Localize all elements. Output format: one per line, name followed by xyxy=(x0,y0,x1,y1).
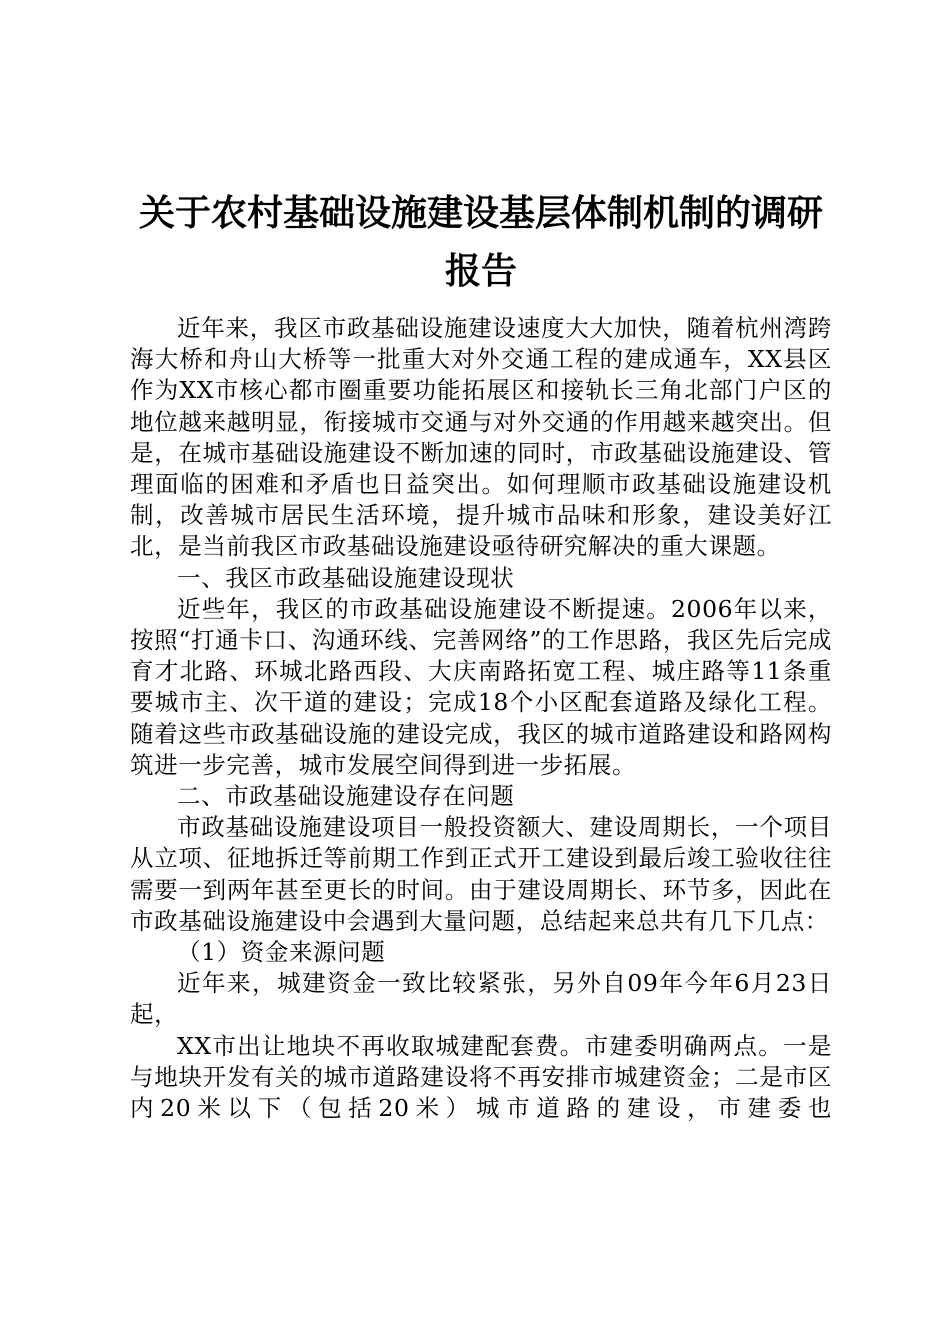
section-heading-1: 一、我区市政基础设施建设现状 xyxy=(177,563,515,592)
paragraph-funding-1: 近年来，城建资金一致比较紧张，另外自09年今年6月23日起， xyxy=(130,969,832,1029)
paragraph-status: 近些年，我区的市政基础设施建设不断提速。2006年以来，按照“打通卡口、沟通环线、完善网络”的工作思路，我区先后完成育才北路、环城北路西段、大庆南路拓宽工程、城庄路等11条重要城市主、次干道的建设；完成18个小区配套道路及绿化工程。随着这些市政基础设施的建设完成，我区的城市道路建设和路网构筑进一步完善，城市发展空间得到进一步拓展。 xyxy=(130,594,832,779)
document-title: 关于农村基础设施建设基层体制机制的调研报告 xyxy=(138,193,823,292)
paragraph-funding-2: XX市出让地块不再收取城建配套费。市建委明确两点。一是与地块开发有关的城市道路建设将不再安排市城建资金；二是市区内20米以下（包括20米）城市道路的建设，市建委也 xyxy=(130,1031,832,1123)
document-body xyxy=(130,313,832,1124)
paragraph-intro: 近年来，我区市政基础设施建设速度大大加快，随着杭州湾跨海大桥和舟山大桥等一批重大对外交通工程的建成通车，XX县区作为XX市核心都市圈重要功能拓展区和接轨长三角北部门户区的地位越来越明显，衔接城市交通与对外交通的作用越来越突出。但是，在城市基础设施建设不断加速的同时，市政基础设施建设、管理面临的困难和矛盾也日益突出。如何理顺市政基础设施建设机制，改善城市居民生活环境，提升城市品味和形象，建设美好江北，是当前我区市政基础设施建设亟待研究解决的重大课题。 xyxy=(130,314,832,561)
document-page xyxy=(130,185,832,1124)
section-heading-2: 二、市政基础设施建设存在问题 xyxy=(177,782,515,811)
subsection-heading-1: （1）资金来源问题 xyxy=(177,938,386,967)
paragraph-problems: 市政基础设施建设项目一般投资额大、建设周期长，一个项目从立项、征地拆迁等前期工作到正式开工建设到最后竣工验收往往需要一到两年甚至更长的时间。由于建设周期长、环节多，因此在市政基础设施建设中会遇到大量问题，总结起来总共有几下几点： xyxy=(130,813,832,935)
